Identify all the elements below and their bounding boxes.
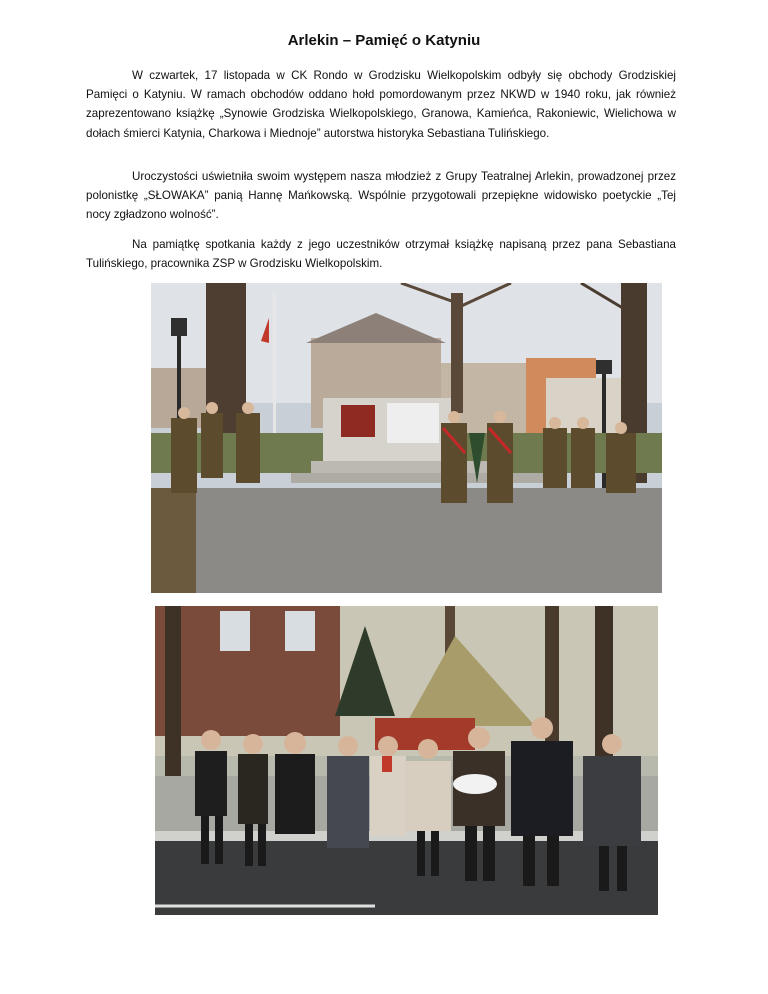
ceremony-memorial-photo <box>151 283 662 593</box>
paragraph-2: Uroczystości uświetniła swoim występem nasza młodzież z Grupy Teatralnej Arlekin, prowadzonej przez polonistkę „SŁOWAKA” panią Hannę Mańkowską. Wspólnie przygotowali przepiękne widowisko poetyckie „Tej nocy zgładzono wolność”. <box>86 170 676 222</box>
group-participants-photo <box>155 606 658 915</box>
paragraph-3: Na pamiątkę spotkania każdy z jego uczestników otrzymał książkę napisaną przez pana Sebastiana Tulińskiego, pracownika ZSP w Grodzisku Wielkopolskim. <box>86 238 676 271</box>
paragraph-1: W czwartek, 17 listopada w CK Rondo w Grodzisku Wielkopolskim odbyły się obchody Grodziskiej Pamięci o Katyniu. W ramach obchodów oddano hołd pomordowanym przez NKWD w 1940 roku, jak również zaprezentowano książkę „Synowie Grodziska Wielkopolskiego, Granowa, Kamieńca, Rakoniewic, Wielichowa w dołach śmierci Katynia, Charkowa i Miednoje” autorstwa historyka Sebastiana Tulińskiego. <box>86 69 676 140</box>
document-title: Arlekin – Pamięć o Katyniu <box>287 32 481 49</box>
